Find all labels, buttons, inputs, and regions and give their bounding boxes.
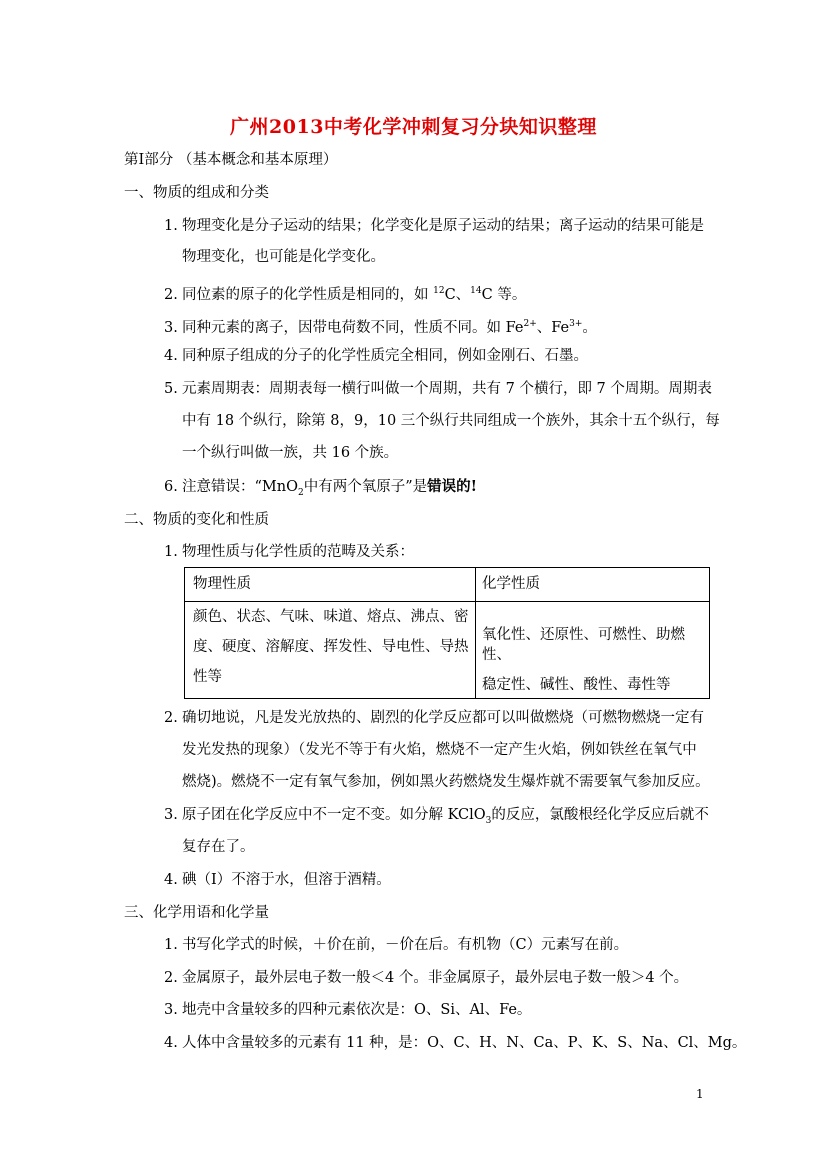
item-number: 3. (164, 807, 178, 823)
item-text: 原子团在化学反应中不一定不变。如分解 KClO (182, 807, 486, 823)
item-text: 。 (582, 319, 597, 336)
isotope-mass: 12 (433, 286, 445, 296)
s3-item-2 (164, 968, 688, 988)
item-number: 1. (164, 937, 178, 953)
section-1-heading: 一、物质的组成和分类 (124, 185, 269, 201)
table-cell-physical (193, 607, 469, 687)
emphasis-text: 错误 (427, 478, 457, 495)
s1-item-6 (164, 477, 477, 503)
item-text: 元素周期表：周期表每一横行叫做一个周期，共有 7 个横行，即 7 个周期。周期表 (182, 381, 712, 397)
ion-charge: 2+ (523, 319, 537, 329)
section-2-heading: 二、物质的变化和性质 (124, 512, 269, 528)
document-title: 广州2013中考化学冲刺复习分块知识整理 (230, 116, 597, 138)
cell-line: 稳定性、碱性、酸性、毒性等 (482, 677, 671, 693)
item-text: 地壳中含量较多的四种元素依次是：O、Si、Al、Fe。 (182, 1002, 532, 1018)
s1-item-5-cont2: 一个纵行叫做一族，共 16 个族。 (182, 445, 399, 461)
s2-item-4 (164, 870, 391, 890)
s1-item-1-cont: 物理变化，也可能是化学变化。 (182, 249, 385, 265)
item-number: 1. (164, 218, 178, 234)
item-text: C、 (444, 286, 471, 303)
item-number: 4. (164, 872, 178, 888)
item-text: 确切地说，凡是发光放热的、剧烈的化学反应都可以叫做燃烧（可燃物燃烧一定有 (182, 710, 704, 726)
item-number: 3. (164, 1002, 178, 1018)
item-number: 5. (164, 381, 178, 397)
formula-subscript: 3 (485, 815, 492, 826)
table-divider (475, 568, 476, 698)
item-text: 同种原子组成的分子的化学性质完全相同，例如金刚石、石墨。 (182, 348, 588, 364)
table-cell-chemical (482, 625, 709, 695)
item-number: 4. (164, 1035, 178, 1051)
item-text: 书写化学式的时候，＋价在前，－价在后。有机物（C）元素写在前。 (182, 937, 629, 953)
ion-charge: 3+ (569, 319, 583, 329)
properties-table (184, 567, 710, 699)
table-header-chemical: 化学性质 (482, 576, 540, 592)
part-heading: 第Ⅰ部分 （基本概念和基本原理） (124, 152, 338, 168)
item-text: 人体中含量较多的元素有 11 种，是：O、C、H、N、Ca、P、K、S、Na、Cl、Mg。 (182, 1035, 747, 1051)
s3-item-3 (164, 1000, 531, 1020)
s2-item-2-cont: 发光发热的现象）（发光不等于有火焰，燃烧不一定产生火焰，例如铁丝在氧气中 (182, 742, 697, 758)
page-number: 1 (696, 1087, 704, 1101)
item-text: 碘（I）不溶于水，但溶于酒精。 (182, 872, 391, 888)
item-number: 2. (164, 710, 178, 726)
s1-item-1 (164, 216, 704, 236)
s1-item-3 (164, 314, 597, 338)
cell-line: 性等 (193, 669, 222, 685)
item-number: 2. (164, 970, 178, 986)
item-number: 4. (164, 348, 178, 364)
s1-item-5 (164, 379, 712, 399)
item-number: 6. (164, 479, 178, 495)
s2-item-2 (164, 708, 704, 728)
s2-item-1 (164, 542, 414, 562)
item-text: 注意错误：“MnO (182, 479, 298, 495)
table-divider (185, 601, 709, 602)
s2-item-3-cont: 复存在了。 (182, 839, 255, 855)
item-text: 物理性质与化学性质的范畴及关系： (182, 544, 414, 560)
formula-subscript: 2 (298, 487, 304, 498)
item-text: C 等。 (481, 286, 527, 303)
emphasis-text: 的! (456, 478, 478, 495)
isotope-mass: 14 (470, 286, 482, 296)
s1-item-4 (164, 346, 588, 366)
item-number: 3. (164, 319, 178, 336)
item-text: 的反应，氯酸根经化学反应后就不 (491, 807, 709, 823)
item-text: 中有两个氧原子”是 (303, 479, 428, 495)
s3-item-4 (164, 1033, 746, 1053)
table-header-physical: 物理性质 (193, 576, 251, 592)
item-text: 、Fe (536, 319, 570, 336)
cell-line: 颜色、状态、气味、味道、熔点、沸点、密 (193, 609, 469, 625)
s2-item-2-cont2: 燃烧)。燃烧不一定有氧气参加，例如黑火药燃烧发生爆炸就不需要氧气参加反应。 (182, 774, 710, 790)
cell-line: 度、硬度、溶解度、挥发性、导电性、导热 (193, 639, 469, 655)
item-number: 2. (164, 286, 178, 303)
cell-line: 氧化性、还原性、可燃性、助燃性、 (482, 627, 685, 663)
s1-item-5-cont: 中有 18 个纵行，除第 8，9，10 三个纵行共同组成一个族外，其余十五个纵行，每 (182, 413, 720, 429)
item-text: 同位素的原子的化学性质是相同的，如 (182, 286, 434, 303)
s3-item-1 (164, 935, 628, 955)
item-text: 物理变化是分子运动的结果；化学变化是原子运动的结果；离子运动的结果可能是 (182, 218, 704, 234)
section-3-heading: 三、化学用语和化学量 (124, 905, 269, 921)
s2-item-3 (164, 805, 709, 831)
item-number: 1. (164, 544, 178, 560)
item-text: 同种元素的离子，因带电荷数不同，性质不同。如 Fe (182, 319, 524, 336)
s1-item-2 (164, 281, 526, 305)
item-text: 金属原子，最外层电子数一般＜4 个。非金属原子，最外层电子数一般＞4 个。 (182, 970, 689, 986)
